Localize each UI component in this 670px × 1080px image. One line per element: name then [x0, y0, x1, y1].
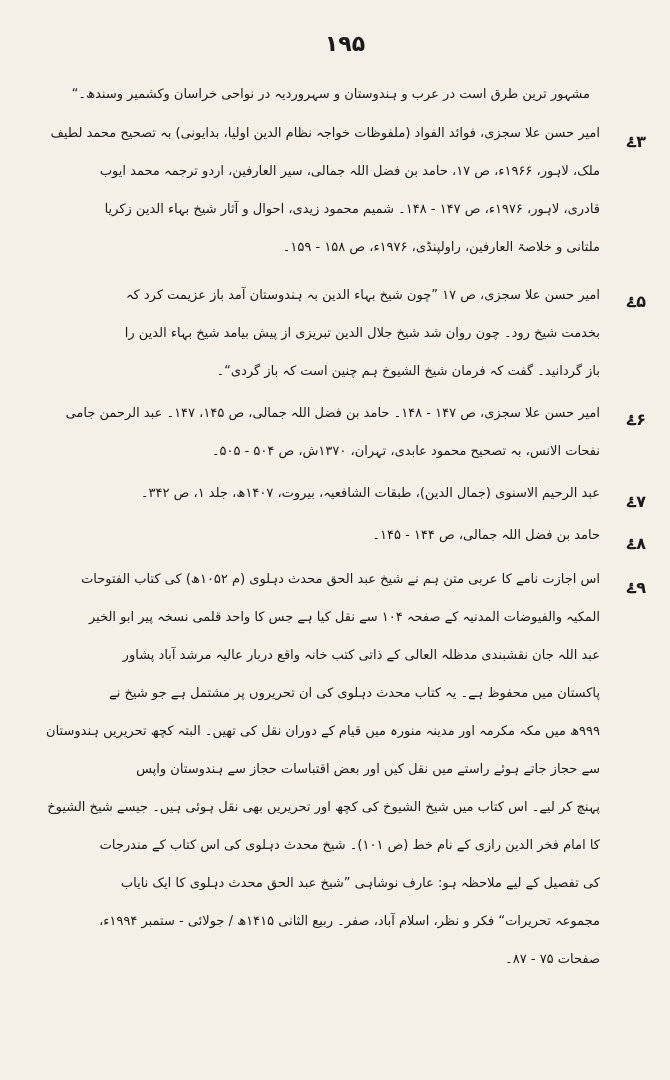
footnote-line: صفحات ۷۵ - ۸۷۔ — [505, 952, 600, 967]
footnote-marker: ۹ۓ — [626, 578, 646, 597]
footnote-line: کی تفصیل کے لیے ملاحظہ ہو: عارف نوشاہی ”شیخ عبد الحق محدث دہلوی کا ایک نایاب — [120, 876, 600, 891]
footnote-line: ملک، لاہور، ۱۹۶۶ء، ص ۱۷، حامد بن فضل اللہ جمالی، سیر العارفین، اردو ترجمہ محمد ایوب — [99, 164, 600, 179]
footnote-9 — [45, 570, 600, 988]
intro-line: مشہور ترین طرق است در عرب و ہندوستان و سہروردیہ در نواحی خراسان وکشمیر وسندھ۔“ — [71, 87, 590, 102]
footnote-marker: ۶ۓ — [626, 410, 646, 429]
footnote-line: عبد الرحیم الاسنوی (جمال الدین)، طبقات الشافعیہ، بیروت، ۱۴۰۷ھ، جلد ۱، ص ۳۴۲۔ — [140, 486, 600, 501]
footnote-line: نفحات الانس، بہ تصحیح محمود عابدی، تہران، ۱۳۷۰ش، ص ۵۰۴ - ۵۰۵۔ — [211, 444, 600, 459]
footnote-line: پاکستان میں محفوظ ہے۔ یہ کتاب محدث دہلوی کی ان تحریروں پر مشتمل ہے جو شیخ نے — [109, 686, 600, 701]
footnote-line: کا امام فخر الدین رازی کے نام خط (ص ۱۰۱)۔ شیخ محدث دہلوی کی اس کتاب کے مندرجات — [99, 838, 600, 853]
footnote-line: ملتانی و خلاصۃ العارفین، راولپنڈی، ۱۹۷۶ء، ص ۱۵۸ - ۱۵۹۔ — [282, 240, 600, 255]
footnote-line: امیر حسن علا سجزی، ص ۱۷ ”چون شیخ بہاء الدین بہ ہندوستان آمد باز عزیمت کرد کہ — [125, 288, 600, 303]
footnote-line: بخدمت شیخ رود۔ چون روان شد شیخ جلال الدین تبریزی از پیش بیامد شیخ بہاء الدین را — [124, 326, 600, 341]
footnote-line: امیر حسن علا سجزی، فوائد الفواد (ملفوظات خواجہ نظام الدین اولیا، بدایونی) بہ تصحیح محمد لطیف — [50, 126, 600, 141]
footnote-line: حامد بن فضل اللہ جمالی، ص ۱۴۴ - ۱۴۵۔ — [372, 528, 600, 543]
footnote-line: اس اجازت نامے کا عربی متن ہم نے شیخ عبد الحق محدث دہلوی (م ۱۰۵۲ھ) کی کتاب الفتوحات — [81, 572, 600, 587]
footnote-line: المکیہ والفیوضات المدنیہ کے صفحہ ۱۰۴ سے نقل کیا ہے جس کا واحد قلمی نسخہ پیر ابو الخیر — [88, 610, 600, 625]
footnote-line: قادری، لاہور، ۱۹۷۶ء، ص ۱۴۷ - ۱۴۸۔ شمیم محمود زیدی، احوال و آثار شیخ بہاء الدین زکریا — [104, 202, 600, 217]
footnote-line: عبد اللہ جان نقشبندی مدظلہ العالی کے ذاتی کتب خانہ واقع دربار عالیہ مرشد آباد پشاور — [122, 648, 600, 663]
page-number: ۱۹۵ — [324, 32, 366, 57]
footnote-7 — [45, 484, 600, 522]
footnote-line: باز گردانید۔ گفت کہ فرمان شیخ الشیوخ ہم چنین است کہ باز گردی“۔ — [216, 364, 600, 379]
footnote-line: ۹۹۹ھ میں مکہ مکرمہ اور مدینہ منورہ میں قیام کے دوران نقل کی تھیں۔ البتہ کچھ تحریریں ہندوستان — [46, 724, 600, 739]
footnote-5 — [45, 286, 600, 400]
footnote-8 — [45, 526, 600, 564]
footnote-marker: ۳ۓ — [626, 132, 646, 151]
footnote-marker: ۵ۓ — [626, 292, 646, 311]
footnote-line: پہنچ کر لیے۔ اس کتاب میں شیخ الشیوخ کی کچھ اور تحریریں بھی نقل ہوئی ہیں۔ جیسے شیخ الشیوخ — [47, 800, 600, 815]
footnote-marker: ۷ۓ — [626, 492, 646, 511]
footnote-line: سے حجاز جاتے ہوئے راستے میں نقل کیں اور بعض اقتباسات حجاز سے ہندوستان واپس — [136, 762, 600, 777]
footnote-6 — [45, 404, 600, 480]
footnote-4 — [45, 124, 600, 276]
footnote-line: امیر حسن علا سجزی، ص ۱۴۷ - ۱۴۸۔ حامد بن فضل اللہ جمالی، ص ۱۴۵، ۱۴۷۔ عبد الرحمن جامی — [65, 406, 600, 421]
footnote-marker: ۸ۓ — [626, 534, 646, 553]
footnote-line: مجموعہ تحریرات“ فکر و نظر، اسلام آباد، صفر۔ ربیع الثانی ۱۴۱۵ھ / جولائی - ستمبر ۱۹۹۴ء، — [99, 914, 600, 929]
